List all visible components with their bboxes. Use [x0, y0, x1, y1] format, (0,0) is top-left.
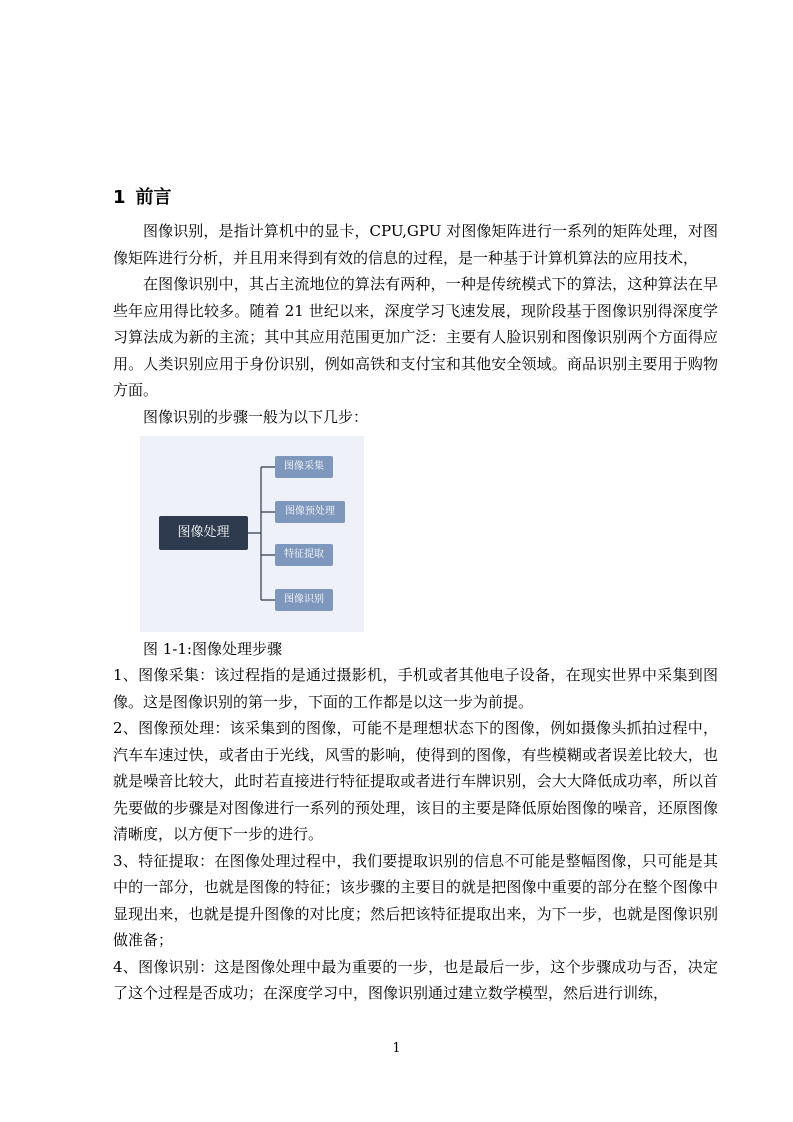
diagram-node-image-capture: 图像采集: [275, 456, 333, 478]
section-number: 1: [113, 187, 126, 208]
diagram-root-node: 图像处理: [159, 516, 248, 550]
steps-intro-paragraph: 图像识别的步骤一般为以下几步：: [143, 407, 369, 426]
section-heading: [113, 184, 718, 212]
algorithms-paragraph: 在图像识别中，其占主流地位的算法有两种，一种是传统模式下的算法，这种算法在早些年应用得比较多。随着 21 世纪以来，深度学习飞速发展，现阶段基于图像识别得深度学习算法成为新的主流；其中其应用范围更加广泛：主要有人脸识别和图像识别两个方面得应用。人类识别应用于身份识别，例如高铁和支付宝和其他安全领域。商品识别主要用于购物方面。: [113, 275, 718, 399]
page-number: 1: [392, 1041, 401, 1056]
page-content: [113, 184, 718, 1007]
diagram-node-image-recognition: 图像识别: [275, 589, 333, 611]
step-3-paragraph: 3、特征提取：在图像处理过程中，我们要提取识别的信息不可能是整幅图像，只可能是其中的一部分，也就是图像的特征；该步骤的主要目的就是把图像中重要的部分在整个图像中显现出来，也就是提升图像的对比度；然后把该特征提取出来，为下一步，也就是图像识别做准备；: [113, 851, 718, 949]
step-4-paragraph: 4、图像识别：这是图像处理中最为重要的一步，也是最后一步，这个步骤成功与否，决定了这个过程是否成功；在深度学习中，图像识别通过建立数学模型，然后进行训练，: [113, 957, 718, 1002]
step-2-paragraph: 2、图像预处理：该采集到的图像，可能不是理想状态下的图像，例如摄像头抓拍过程中，汽车车速过快，或者由于光线，风雪的影响，使得到的图像，有些模糊或者误差比较大，也就是噪音比较大，此时若直接进行特征提取或者进行车牌识别，会大大降低成功率，所以首先要做的步骤是对图像进行一系列的预处理，该目的主要是降低原始图像的噪音，还原图像清晰度，以方便下一步的进行。: [113, 719, 718, 843]
figure-caption: 图 1-1:图像处理步骤: [143, 640, 282, 658]
step-1-paragraph: 1、图像采集：该过程指的是通过摄影机，手机或者其他电子设备，在现实世界中采集到图像。这是图像识别的第一步，下面的工作都是以这一步为前提。: [113, 666, 718, 711]
image-processing-diagram: [140, 436, 364, 632]
intro-paragraph: 图像识别，是指计算机中的显卡，CPU,GPU 对图像矩阵进行一系列的矩阵处理，对图像矩阵进行分析，并且用来得到有效的信息的过程，是一种基于计算机算法的应用技术，: [113, 222, 718, 267]
diagram-node-preprocessing: 图像预处理: [275, 501, 345, 523]
section-title: 前言: [135, 187, 172, 208]
diagram-node-feature-extraction: 特征提取: [275, 544, 333, 566]
connector-lines: [248, 467, 275, 600]
